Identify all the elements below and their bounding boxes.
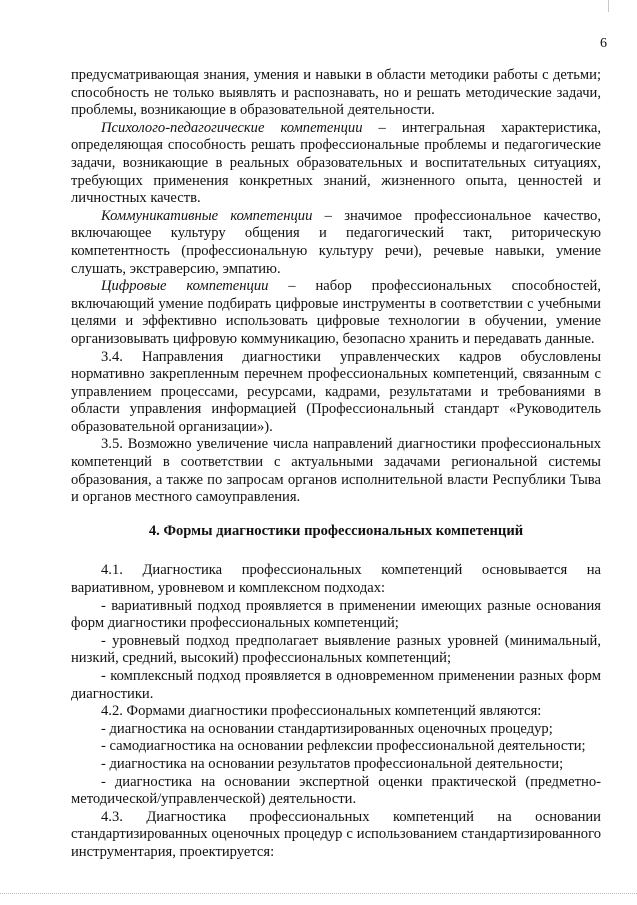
paragraph-3-5: 3.5. Возможно увеличение числа направлений диагностики профессиональных компетенций в соответствии с актуальными задачами региональной системы образования, а также по запросам органов исполнительной власти Республики Тыва и органов местного самоуправления. — [71, 436, 601, 506]
paragraph-digital-competencies — [71, 278, 601, 348]
definition-psychological-competencies: – интегральная характеристика, определяющая способность решать профессиональные проблемы и педагогические задачи, возникающие в реальных образовательных и воспитательных ситуациях, требующих применения конкретных знаний, жизненного опыта, ценностей и личностных качеств. — [71, 119, 602, 207]
list-item-standardized: - диагностика на основании стандартизированных оценочных процедур; — [101, 720, 553, 737]
term-communicative-competencies: Коммуникативные компетенции — [101, 207, 313, 224]
paragraph-continuation: предусматривающая знания, умения и навыки в области методики работы с детьми; способность не только выявлять и распознавать, но и решать методические задачи, проблемы, возникающие в образовательной деятельности. — [71, 67, 601, 119]
document-body — [71, 67, 601, 862]
term-digital-competencies: Цифровые компетенции — [101, 278, 269, 295]
list-item-results: - диагностика на основании результатов профессиональной деятельности; — [101, 755, 564, 772]
term-psychological-competencies: Психолого-педагогические компетенции — [101, 119, 363, 136]
page-number: 6 — [600, 36, 607, 51]
section-heading: 4. Формы диагностики профессиональных компетенций — [148, 522, 524, 539]
list-item-level: - уровневый подход предполагает выявление разных уровней (минимальный, низкий, средний, высокий) профессиональных компетенций; — [71, 632, 601, 667]
scan-edge-mark — [608, 0, 609, 12]
definition-digital-competencies: – набор профессиональных способностей, включающий умение подбирать цифровые инструменты в соответствии с учебными целями и эффективно использовать цифровые технологии в обучении, умение организовывать цифровую коммуникацию, безопасно хранить и передавать данные. — [71, 278, 601, 347]
list-item-self-diagnostics: - самодиагностика на основании рефлексии профессиональной деятельности; — [101, 738, 586, 755]
paragraph-4-1: 4.1. Диагностика профессиональных компетенций основывается на вариативном, уровневом и комплексном подходах: — [71, 562, 601, 597]
list-item-variative: - вариативный подход проявляется в применении имеющих разные основания форм диагностики профессиональных компетенций; — [71, 597, 601, 632]
list-item-complex: - комплексный подход проявляется в одновременном применении разных форм диагностики. — [71, 668, 601, 702]
paragraph-4-3: 4.3. Диагностика профессиональных компетенций на основании стандартизированных оценочных процедур с использованием стандартизированного инструментария, проектируется: — [71, 808, 601, 860]
page-bottom-edge — [0, 893, 637, 895]
paragraph-communicative-competencies — [71, 208, 601, 278]
list-item-expert: - диагностика на основании экспертной оценки практической (предметно-методической/управленческой) деятельности. — [71, 773, 601, 808]
paragraph-3-4: 3.4. Направления диагностики управленческих кадров обусловлены нормативно закрепленным перечнем профессиональных компетенций, связанным с управлением процессами, ресурсами, кадрами, результатами и требованиями в области управления информацией (Профессиональный стандарт «Руководитель образовательной организации»). — [71, 348, 601, 435]
definition-communicative-competencies: – значимое профессиональное качество, включающее культуру общения и педагогический такт, риторическую компетентность (профессиональную культуру речи), речевые навыки, умение слушать, экстраверсию, эмпатию. — [71, 207, 601, 277]
paragraph-psychological-competencies — [71, 120, 601, 208]
paragraph-4-2: 4.2. Формами диагностики профессиональных компетенций являются: — [101, 703, 542, 720]
